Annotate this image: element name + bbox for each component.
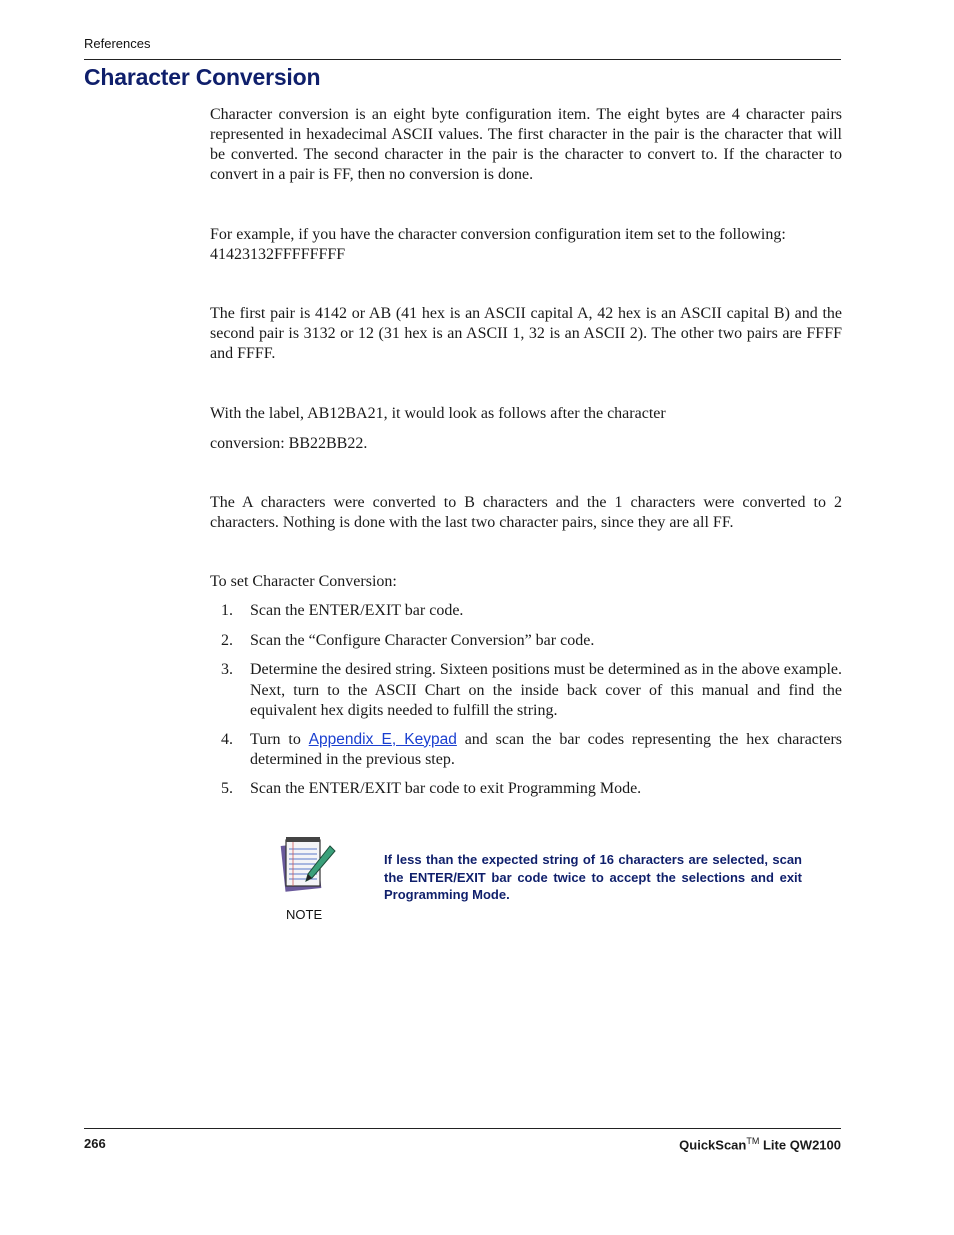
step-3 [210, 660, 842, 722]
trademark-mark: TM [746, 1136, 760, 1146]
step-text: Scan the “Configure Character Conversion” bar code. [250, 631, 595, 649]
result-paragraph: The A characters were converted to B characters and the 1 characters were converted to 2 characters. Nothing is done with the last two character pairs, since they are all FF. [210, 494, 842, 531]
step-1 [210, 601, 842, 622]
example-value-line: 41423132FFFFFFFF [210, 246, 346, 263]
step-text: Scan the ENTER/EXIT bar code. [250, 602, 464, 619]
notepad-pen-icon [278, 834, 338, 894]
page-title: Character Conversion [84, 64, 321, 90]
pairs-explanation-paragraph: The first pair is 4142 or AB (41 hex is an ASCII capital A, 42 hex is an ASCII capital B) and the second pair is 3132 or 12 (31 hex is an ASCII 1, 32 is an ASCII 2). The other two pairs are FFFF and FFFF. [210, 305, 842, 362]
step-text: Determine the desired string. Sixteen positions must be determined as in the above example. Next, turn to the ASCII Chart on the inside back cover of this manual and find the equivalent hex digits needed to fulfill the string. [250, 661, 842, 719]
product-model: Lite QW2100 [759, 1137, 841, 1153]
step-number: 1. [221, 602, 233, 619]
intro-paragraph: Character conversion is an eight byte configuration item. The eight bytes are 4 character pairs represented in hexadecimal ASCII values. The first character in the pair is the character that will be converted. The second character in the pair is the character to convert to. If the character to convert in a pair is FF, then no conversion is done. [210, 106, 842, 183]
example-paragraph [210, 225, 842, 265]
procedure-intro: To set Character Conversion: [210, 573, 397, 590]
step-number: 3. [221, 661, 233, 678]
step-number: 2. [221, 631, 233, 649]
footer-rule [84, 1128, 841, 1129]
step-4 [210, 730, 842, 771]
procedure-steps [210, 601, 842, 799]
header-rule [84, 59, 841, 60]
step-number: 4. [221, 730, 233, 748]
product-brand: QuickScan [679, 1137, 747, 1153]
example-intro-line: For example, if you have the character conversion configuration item set to the following: [210, 226, 786, 243]
page-number: 266 [84, 1136, 106, 1151]
label-line-2: conversion: BB22BB22. [210, 435, 368, 452]
running-head: References [84, 36, 151, 51]
product-name [679, 1136, 841, 1152]
appendix-e-keypad-link[interactable]: Appendix E, Keypad [308, 730, 457, 748]
step-text-before: Turn to [250, 730, 309, 748]
step-number: 5. [221, 779, 233, 797]
step-text: Scan the ENTER/EXIT bar code to exit Programming Mode. [250, 779, 642, 797]
note-text: If less than the expected string of 16 characters are selected, scan the ENTER/EXIT bar code twice to accept the selections and exit Programming Mode. [384, 852, 802, 902]
step-2 [210, 631, 842, 652]
step-5 [210, 779, 842, 800]
step-text-after: and scan the bar codes representing the hex characters determined in the previous step. [250, 730, 843, 768]
label-line-1: With the label, AB12BA21, it would look as follows after the character [210, 405, 666, 422]
note-label: NOTE [286, 907, 323, 922]
